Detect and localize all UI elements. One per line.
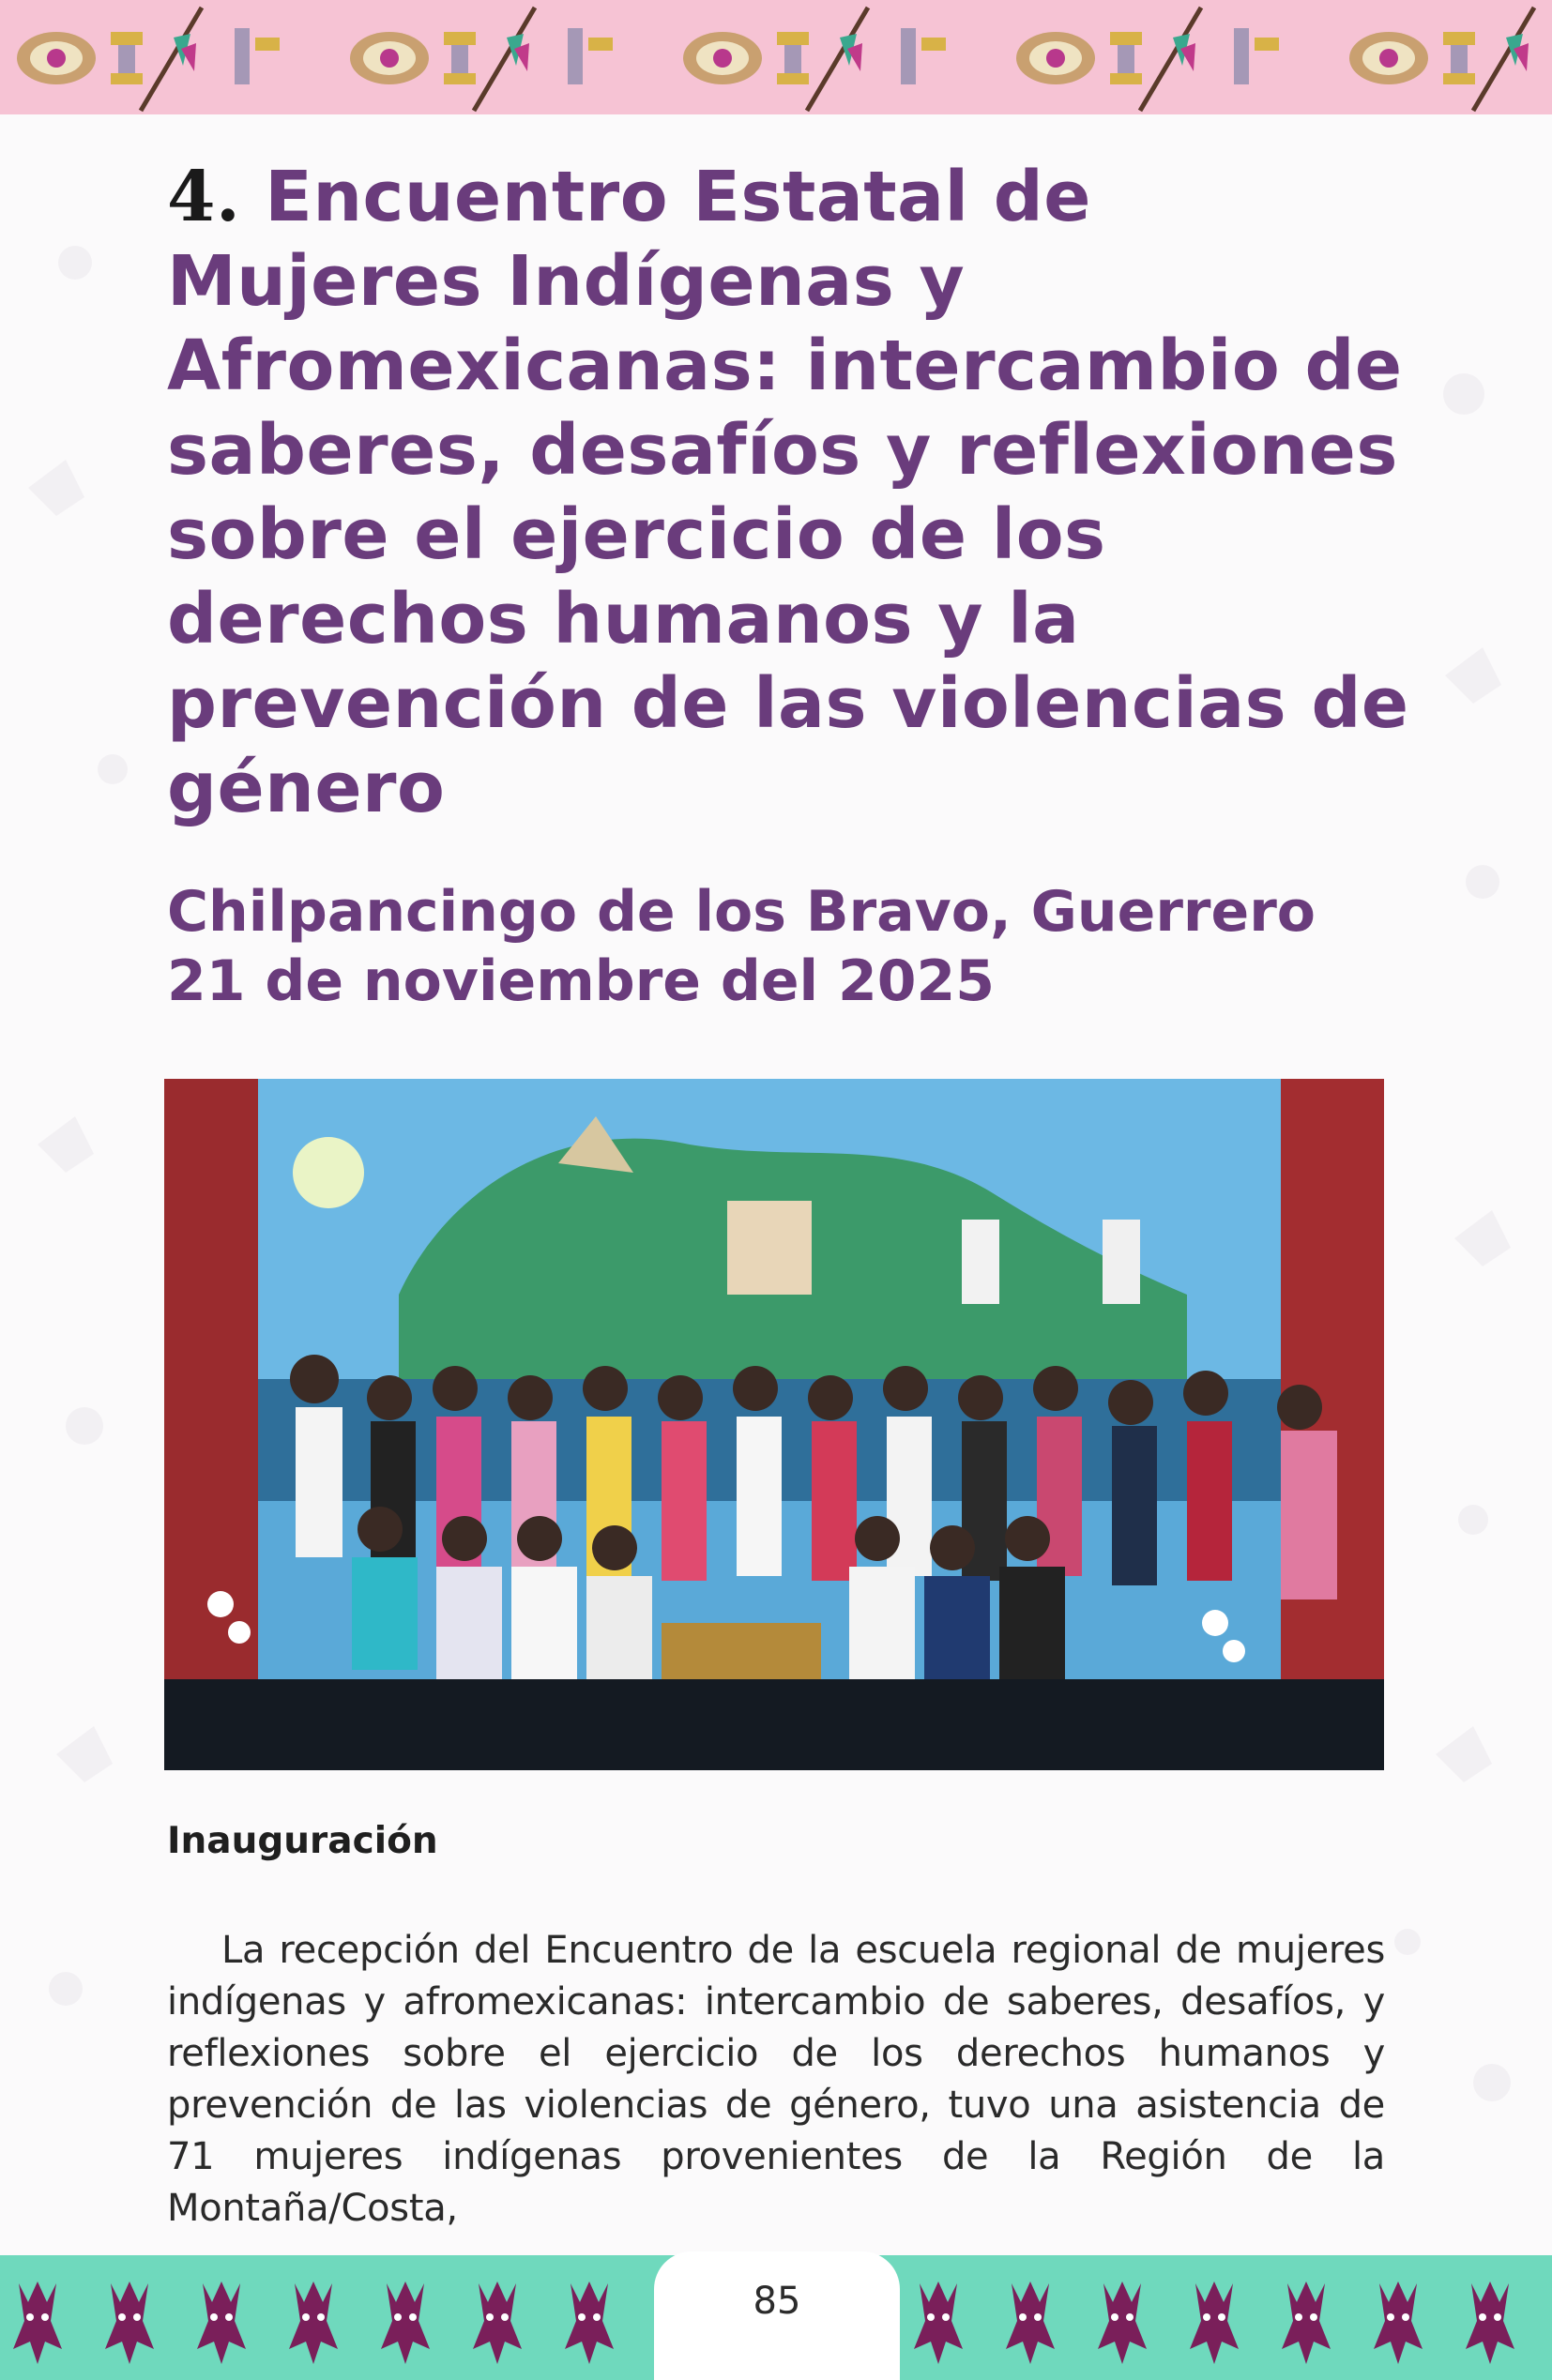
event-details (167, 877, 1415, 1016)
section-title (167, 155, 1415, 830)
embroidery-pattern-icon (0, 0, 1552, 114)
group-photo-icon (164, 1079, 1384, 1770)
page-number: 85 (753, 2280, 801, 2323)
event-date: 21 de noviembre del 2025 (167, 948, 995, 1014)
section-title-text: Encuentro Estatal de Mujeres Indígenas y Afromexicanas: intercambio de saberes, desafíos y reflexiones sobre el ejercicio de los derechos humanos y la prevención de las violencias de género (167, 157, 1409, 828)
section-number: 4. (167, 157, 241, 237)
top-decorative-band (0, 0, 1552, 114)
event-location: Chilpancingo de los Bravo, Guerrero (167, 879, 1316, 945)
subsection-heading: Inauguración (167, 1820, 438, 1862)
body-paragraph: La recepción del Encuentro de la escuela regional de mujeres indígenas y afromexicanas: intercambio de saberes, desafíos, y reflexiones sobre el ejercicio de los derechos humanos y prevención de las violencias de género, tuvo una asistencia de 71 mujeres indígenas provenientes de la Región de la Montaña/Costa, (167, 1929, 1385, 2230)
group-photo (164, 1079, 1384, 1770)
